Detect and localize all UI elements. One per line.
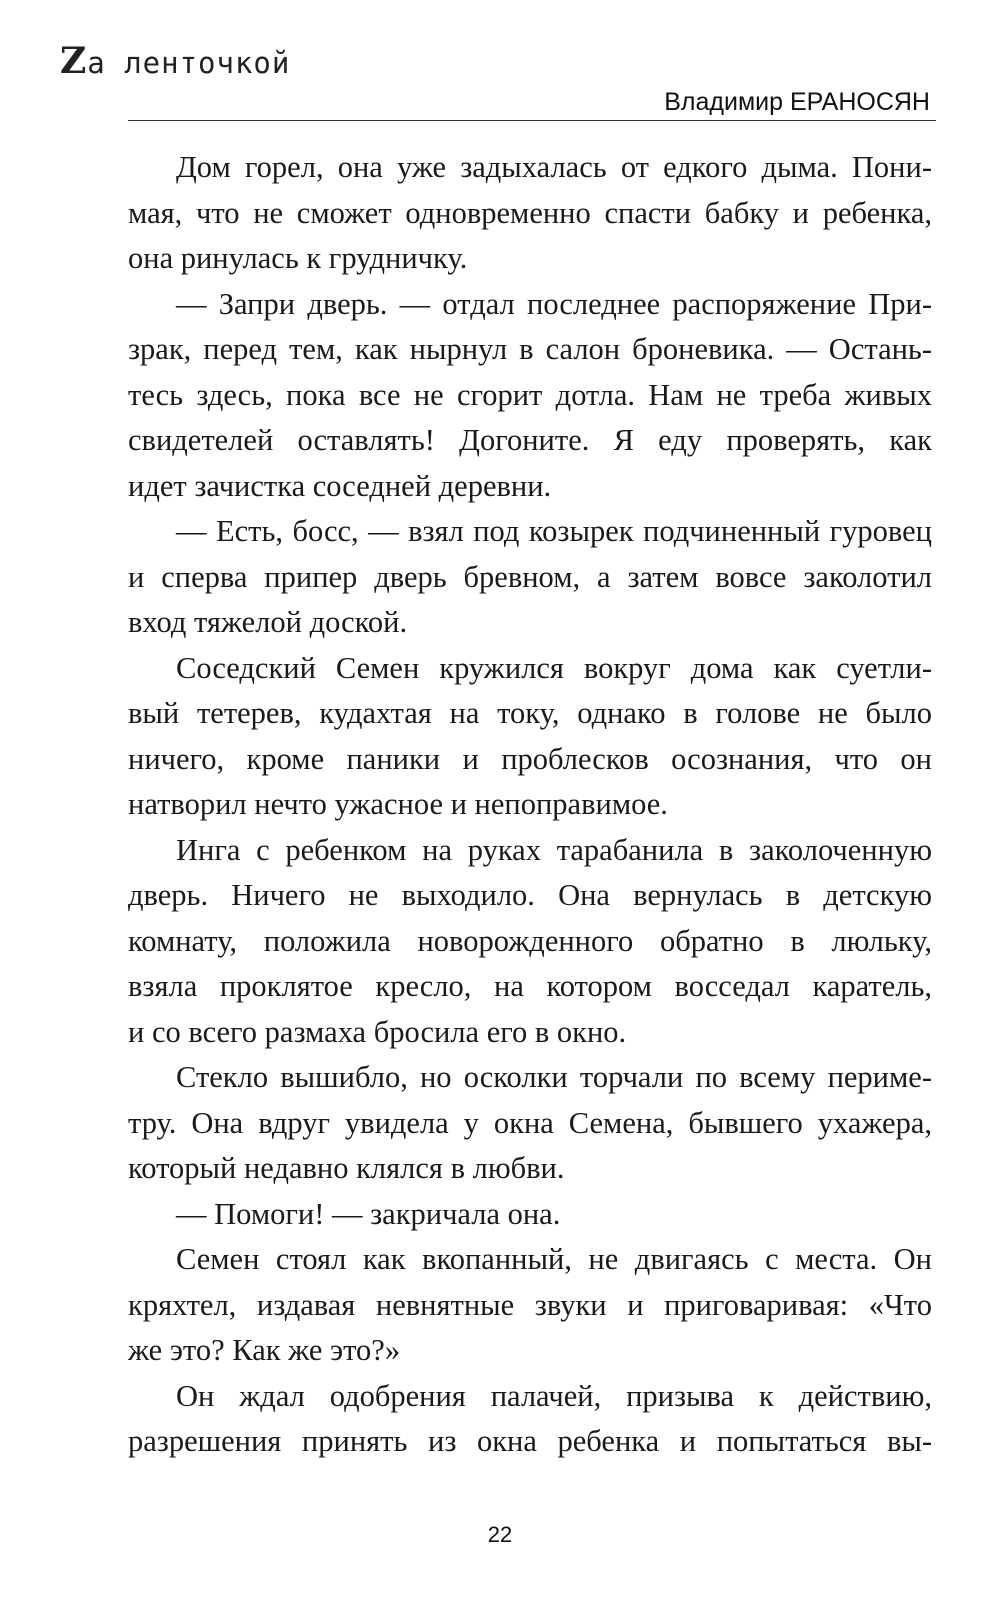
text-line: Стекло вышибло, но осколки торчали по всему периме- xyxy=(176,1060,932,1094)
book-title-initial: Z xyxy=(60,40,88,82)
text-line: вход тяжелой доской. xyxy=(128,605,408,639)
text-line: зрак, перед тем, как нырнул в салон броневика. — Остань- xyxy=(128,332,932,366)
body-text xyxy=(128,145,932,1465)
text-line: идет зачистка соседней деревни. xyxy=(128,468,552,503)
text-line: натворил нечто ужасное и непоправимое. xyxy=(128,787,668,821)
text-line: разрешения принять из окна ребенка и попытаться вы- xyxy=(128,1424,932,1458)
text-line: Он ждал одобрения палачей, призыва к действию, xyxy=(176,1378,932,1413)
text-line: вый тетерев, кудахтая на току, однако в голове не было xyxy=(128,696,932,730)
book-title-rest: а ленточкой xyxy=(87,46,291,80)
text-line: комнату, положила новорожденного обратно в люльку, xyxy=(128,923,932,958)
text-line: Соседский Семен кружился вокруг дома как суетли- xyxy=(176,650,932,685)
text-line: кряхтел, издавая невнятные звуки и приговаривая: «Что xyxy=(128,1287,932,1322)
text-line: взяла проклятое кресло, на котором восседал каратель, xyxy=(128,969,932,1003)
text-line: и со всего размаха бросила его в окно. xyxy=(128,1014,627,1049)
text-line: Дом горел, она уже задыхалась от едкого дыма. Пони- xyxy=(176,150,932,184)
text-line: же это? Как же это?» xyxy=(128,1333,401,1367)
text-line: — Помоги! — закричала она. xyxy=(176,1196,561,1231)
text-line: тру. Она вдруг увидела у окна Семена, бывшего ухажера, xyxy=(128,1105,932,1140)
text-line: ничего, кроме паники и проблесков осознания, что он xyxy=(128,741,932,776)
text-line: свидетелей оставлять! Догоните. Я еду проверять, как xyxy=(128,423,932,457)
text-line: — Есть, босс, — взял под козырек подчиненный гуровец xyxy=(176,514,932,548)
author-name: Владимир ЕРАНОСЯН xyxy=(664,88,930,116)
text-line: Инга с ребенком на руках тарабанила в заколоченную xyxy=(176,832,932,867)
header-divider xyxy=(128,120,936,121)
book-title xyxy=(60,40,290,82)
text-line: дверь. Ничего не выходило. Она вернулась в детскую xyxy=(128,878,932,912)
text-line: тесь здесь, пока все не сгорит дотла. Нам не треба живых xyxy=(128,377,932,412)
text-line: и сперва припер дверь бревном, а затем вовсе заколотил xyxy=(128,559,932,594)
text-line: Семен стоял как вкопанный, не двигаясь с места. Он xyxy=(176,1242,932,1276)
text-line: она ринулась к грудничку. xyxy=(128,241,468,275)
text-line: который недавно клялся в любви. xyxy=(128,1151,565,1185)
text-line: — Запри дверь. — отдал последнее распоряжение При- xyxy=(176,286,932,321)
text-line: мая, что не сможет одновременно спасти бабку и ребенка, xyxy=(128,195,932,230)
page-number: 22 xyxy=(487,1522,513,1547)
